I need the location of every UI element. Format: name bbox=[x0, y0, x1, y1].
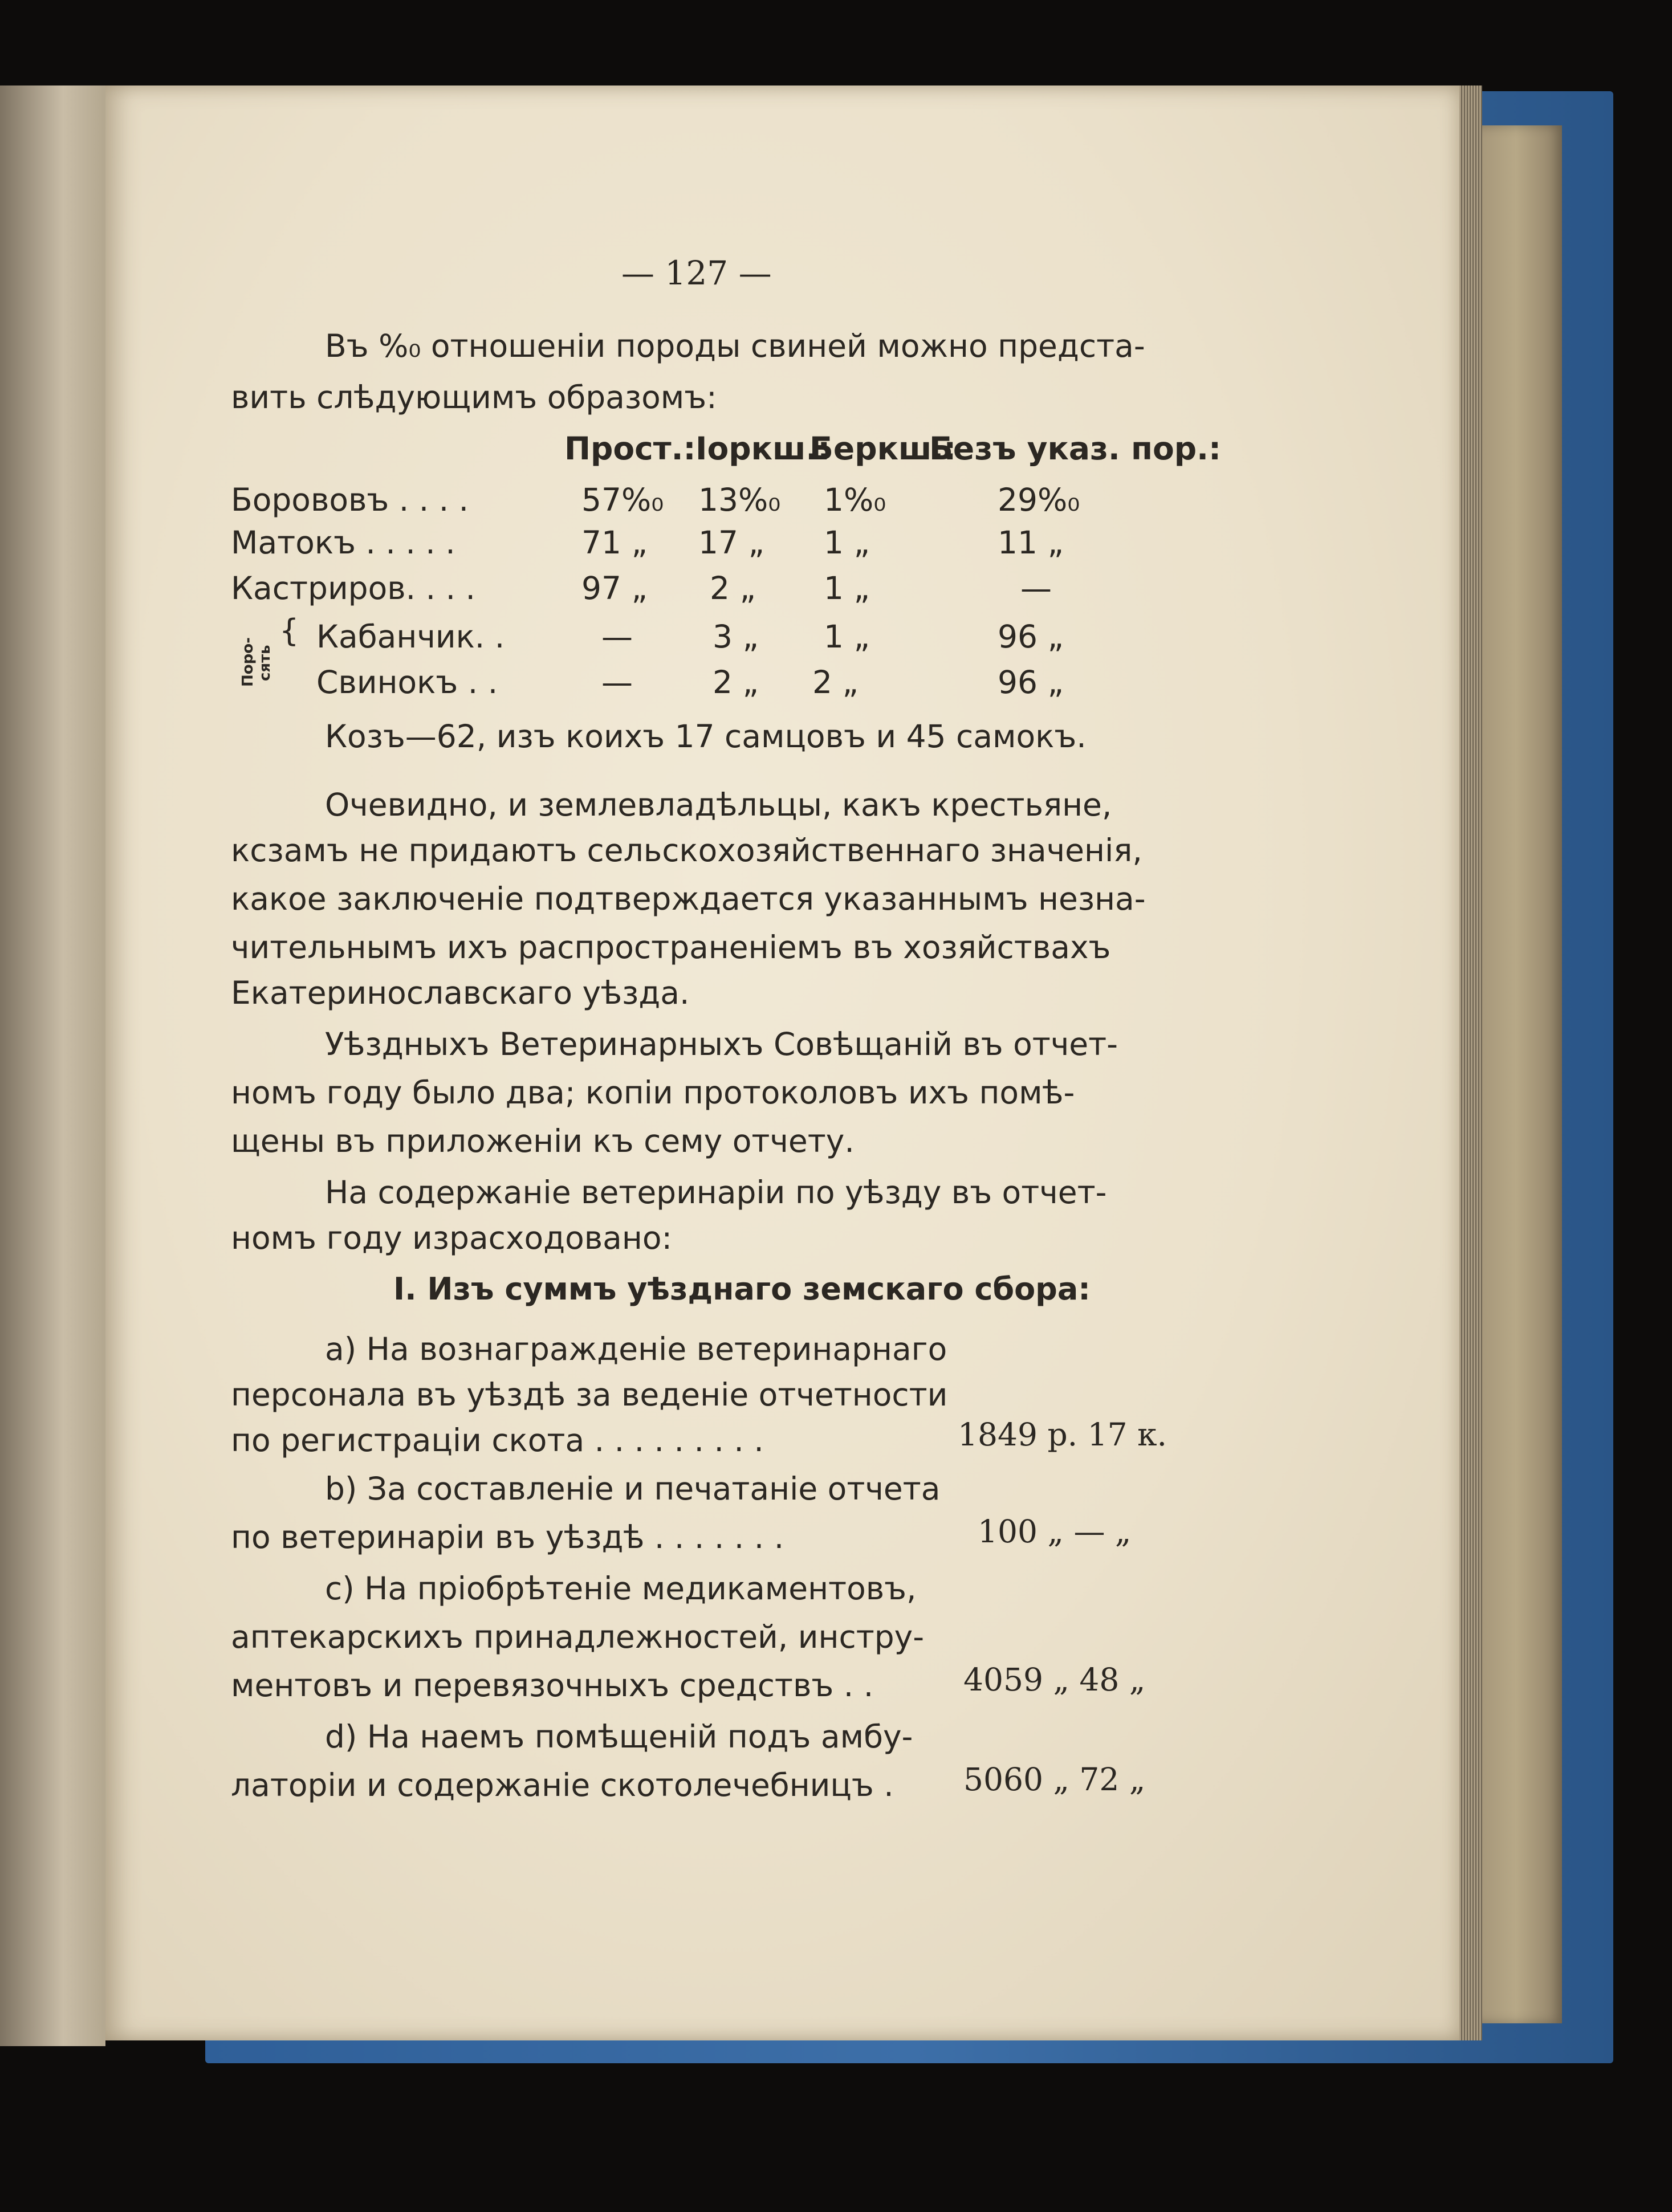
para3-line-1: На содержанiе ветеринарiи по уѣзду въ отчет- bbox=[325, 1174, 1107, 1211]
para1-line-4: чительнымъ ихъ распространенiемъ въ хозяйствахъ bbox=[231, 929, 1111, 966]
group-label-line-1: Поро- bbox=[239, 637, 257, 687]
cell: 29%₀ bbox=[998, 482, 1080, 518]
expense-line: d) На наемъ помѣщенiй подъ амбу- bbox=[325, 1718, 913, 1755]
intro-line-1: Въ %₀ отношенiи породы свиней можно предста- bbox=[325, 328, 1145, 364]
cell: 57%₀ bbox=[581, 482, 664, 518]
expense-amount: 1849 р. 17 к. bbox=[958, 1416, 1167, 1453]
left-page-edge bbox=[0, 85, 105, 2046]
para1-line-1: Очевидно, и землевладѣльцы, какъ крестьяне, bbox=[325, 787, 1112, 823]
page-number: — 127 — bbox=[621, 254, 772, 292]
expense-line: по регистрацiи скота . . . . . . . . . bbox=[231, 1422, 764, 1459]
cell: 13%₀ bbox=[698, 482, 781, 518]
expense-line: c) На прiобрѣтенiе медикаментовъ, bbox=[325, 1570, 917, 1607]
expense-line: по ветеринарiи въ уѣздѣ . . . . . . . bbox=[231, 1519, 784, 1555]
para1-line-5: Екатеринославскаго уѣзда. bbox=[231, 975, 690, 1011]
cell: 1%₀ bbox=[824, 482, 886, 518]
cell: 1 „ bbox=[824, 524, 870, 561]
expense-amount: 5060 „ 72 „ bbox=[963, 1761, 1146, 1798]
para2-line-2: номъ году было два; копiи протоколовъ ихъ помѣ- bbox=[231, 1074, 1075, 1111]
para1-line-2: ксзамъ не придаютъ сельскохозяйственнаго значенiя, bbox=[231, 832, 1142, 869]
cell: 1 „ bbox=[824, 570, 870, 606]
brace-icon: { bbox=[279, 613, 299, 649]
row-label: Борововъ . . . . bbox=[231, 482, 469, 518]
cell: — bbox=[1020, 570, 1052, 606]
expense-line: а) На вознагражденiе ветеринарнаго bbox=[325, 1331, 947, 1367]
expense-line: аптекарскихъ принадлежностей, инстру- bbox=[231, 1619, 925, 1655]
cell: 2 „ bbox=[710, 570, 756, 606]
goats-line: Козъ—62, изъ коихъ 17 самцовъ и 45 самокъ. bbox=[325, 718, 1087, 755]
para3-line-2: номъ году израсходовано: bbox=[231, 1220, 673, 1256]
row-label: Матокъ . . . . . bbox=[231, 524, 455, 561]
cell: 96 „ bbox=[998, 664, 1064, 700]
expense-line: b) За составленiе и печатанiе отчета bbox=[325, 1470, 941, 1507]
cell: 3 „ bbox=[713, 618, 759, 655]
table-header-unspecified: Безъ указ. пор.: bbox=[929, 430, 1221, 467]
table-header-york: Іоркш.: bbox=[695, 430, 831, 467]
cell: 71 „ bbox=[581, 524, 648, 561]
cell: 97 „ bbox=[581, 570, 648, 606]
expense-line: латорiи и содержанiе скотолечебницъ . bbox=[231, 1767, 894, 1803]
cell: 2 „ bbox=[713, 664, 759, 700]
row-label: Свинокъ . . bbox=[316, 664, 498, 700]
row-label: Кастриров. . . . bbox=[231, 570, 476, 606]
para1-line-3: какое заключенiе подтверждается указаннымъ незна- bbox=[231, 881, 1146, 917]
table-header-berk: Беркш.: bbox=[809, 430, 957, 467]
para2-line-3: щены въ приложенiи къ сему отчету. bbox=[231, 1123, 855, 1159]
expense-line: персонала въ уѣздѣ за веденiе отчетности bbox=[231, 1376, 948, 1413]
section-heading: I. Изъ суммъ уѣзднаго земскаго сбора: bbox=[393, 1271, 1091, 1307]
cell: — bbox=[601, 618, 633, 655]
cell: — bbox=[601, 664, 633, 700]
cell: 96 „ bbox=[998, 618, 1064, 655]
expense-line: ментовъ и перевязочныхъ средствъ . . bbox=[231, 1667, 874, 1704]
intro-line-2: вить слѣдующимъ образомъ: bbox=[231, 379, 717, 415]
expense-amount: 100 „ — „ bbox=[978, 1513, 1132, 1550]
row-label: Кабанчик. . bbox=[316, 618, 505, 655]
group-label-line-2: сять bbox=[257, 645, 274, 681]
para2-line-1: Уѣздныхъ Ветеринарныхъ Совѣщанiй въ отчет- bbox=[325, 1026, 1118, 1062]
cell: 11 „ bbox=[998, 524, 1064, 561]
table-header-prost: Прост.: bbox=[564, 430, 696, 467]
cell: 1 „ bbox=[824, 618, 870, 655]
expense-amount: 4059 „ 48 „ bbox=[963, 1661, 1146, 1698]
cell: 17 „ bbox=[698, 524, 764, 561]
cell: 2 „ bbox=[812, 664, 859, 700]
